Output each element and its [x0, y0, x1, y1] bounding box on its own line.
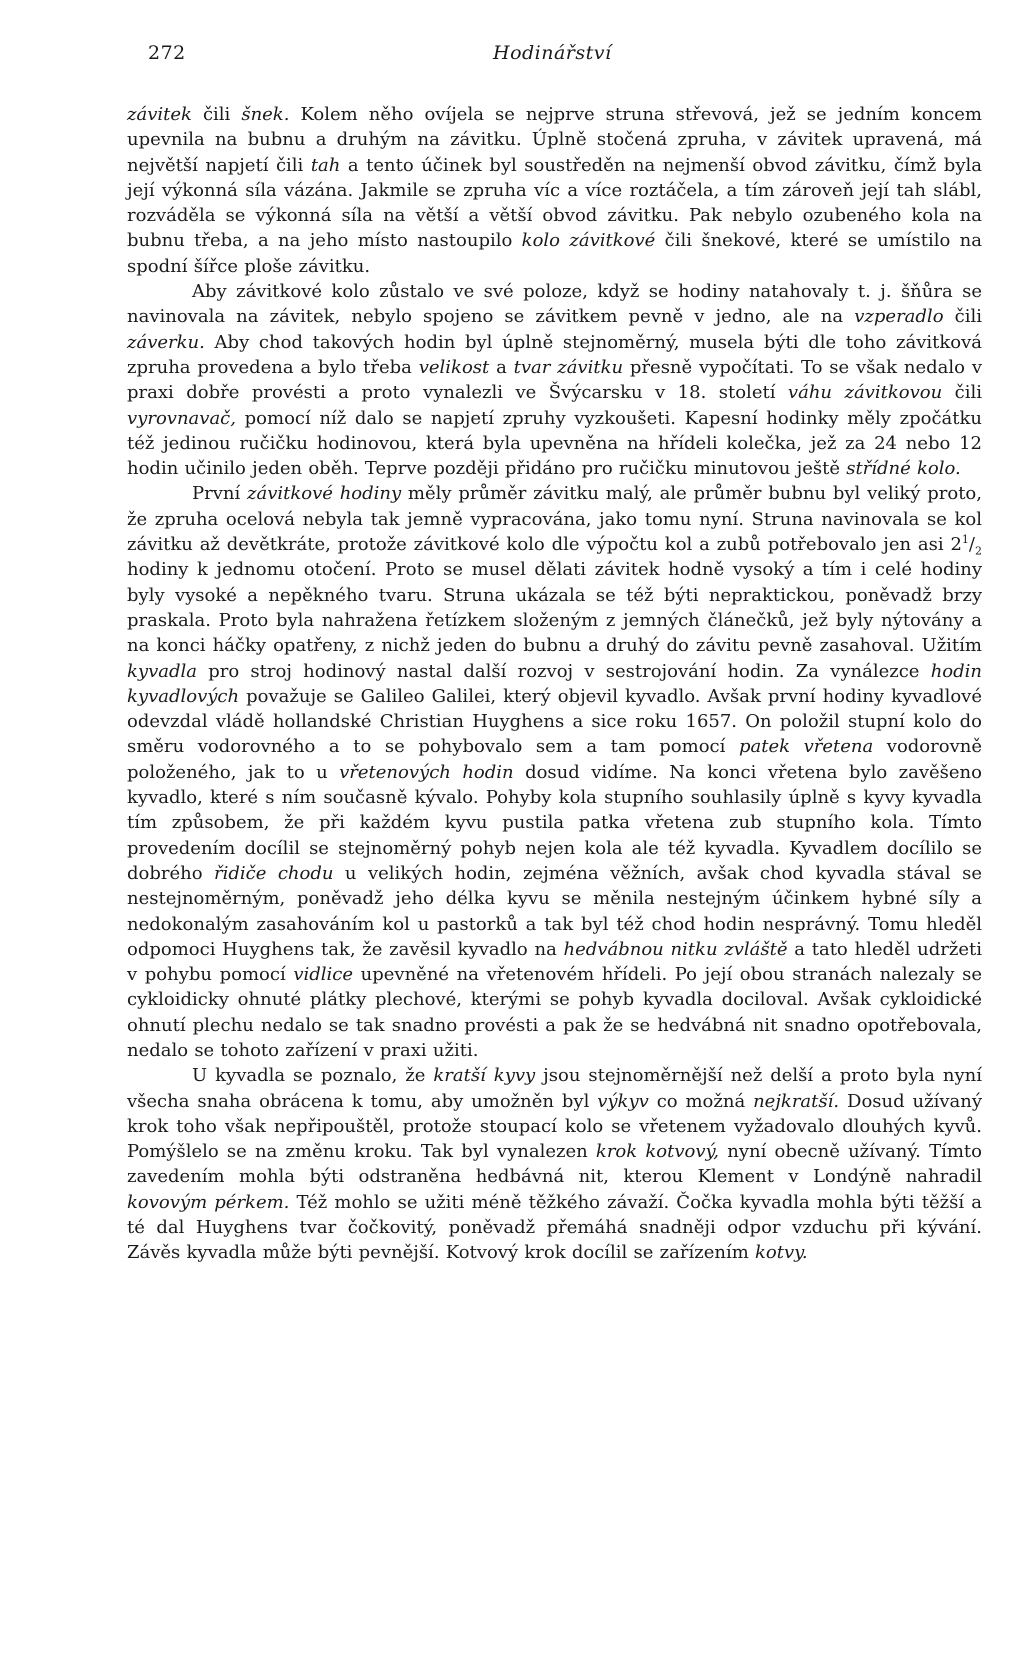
text-run: První — [192, 483, 247, 505]
emphasized-term: vyrovnavač, — [127, 407, 236, 429]
emphasized-term: kyvadla — [127, 660, 197, 682]
text-run: 1 — [961, 533, 969, 547]
emphasized-term: váhu závitkovou — [787, 382, 943, 404]
text-run: nyní obecně užívaný. Tímto zavedením mohla býti odstraněna hedbávná nit, kterou Klement v Londýně nahradil — [127, 1141, 982, 1188]
emphasized-term: kovovým pérkem. — [127, 1191, 290, 1213]
emphasized-term: šnek. — [241, 104, 290, 125]
text-run: Též mohlo se užiti méně těžkého závaží. Čočka kyvadla mohla býti těžší a té dal Huyghens tvar čočkovitý, poněvadž přemáhá snadněji odpor vzduchu při kývání. Závěs kyvadla může býti pevnější. Kotvový krok docílil se zařízením — [127, 1191, 982, 1264]
text-run: Dosud užívaný krok toho však nepřipouštěl, protože stoupací kolo se vřetenem vyžadovalo dlouhých kyvů. Pomýšlelo se na změnu kroku. Tak byl vynalezen — [127, 1090, 983, 1163]
text-run: čili — [191, 104, 242, 125]
emphasized-term: vřetenových hodin — [339, 761, 514, 783]
emphasized-term: tah — [310, 154, 341, 176]
text-run: čili šnekové, které se umístilo na spodní šířce ploše závitku. — [127, 230, 982, 277]
paragraph — [127, 481, 982, 1063]
text-run: co možná — [648, 1090, 754, 1112]
text-run: pomocí níž dalo se napjetí zpruhy vyzkoušeti. Kapesní hodinky měly zpočátku též jedinou ručičku hodinovou, která byla upevněna na hřídeli kolečka, jež za 24 nebo 12 hodin učinilo jeden oběh. Teprve později přidáno pro ručičku minutovou ještě — [127, 407, 982, 480]
text-run: U kyvadla se poznalo, že — [192, 1065, 434, 1087]
text-run: jsou stejnoměrnější než delší a proto byla nyní všecha snaha obrácena k tomu, aby umožněn byl — [127, 1065, 982, 1112]
emphasized-term: kolo závitkové — [521, 230, 656, 252]
text-run: čili — [942, 382, 982, 404]
paragraph — [127, 279, 982, 481]
text-run: dosud vidíme. Na konci vřetena bylo zavěšeno kyvadlo, které s ním současně kývalo. Pohyby kola stupního souhlasily úplně s kyvy kyvadla tím způsobem, že při každém kyvu pustila patka vřetena zub stupního kola. Tímto provedením docílil se stejnoměrný pohyb nejen kola ale též kyvadla. Kyvadlem docílilo se dobrého — [127, 761, 982, 884]
text-run: 2 — [975, 544, 982, 558]
text-run: upevněné na vřetenovém hřídeli. Po její obou stranách nalezaly se cykloidicky ohnuté plátky plechové, kterými se pohyb kyvadla dociloval. Avšak cykloidické ohnutí plechu nedalo se tak snadno provésti a pak že se hedvábná nit snadno opotřebovala, nedalo se tohoto zařízení v praxi užiti. — [127, 964, 982, 1061]
emphasized-term: nejkratší. — [753, 1090, 840, 1112]
page-number: 272 — [148, 42, 186, 64]
paragraph — [127, 1063, 982, 1265]
body-text — [127, 102, 982, 1266]
text-run: a tato hleděl udržeti v pohybu pomocí — [127, 938, 982, 986]
emphasized-term: vidlice — [293, 964, 354, 986]
running-title: Hodinářství — [493, 42, 612, 64]
text-run: Kolem něho ovíjela se nejprve struna střevová, jež se jedním koncem upevnila na bubnu a druhým na závitku. Úplně stočená zpruha, v závitek upravená, má největší napjetí čili — [127, 104, 982, 176]
text-run: přesně vypočítati. To se však nedalo v praxi dobře provésti a proto vynalezli ve Švýcarsku v 18. století — [127, 356, 982, 404]
emphasized-term: výkyv — [597, 1090, 649, 1112]
emphasized-term: velikost — [418, 356, 490, 378]
text-run: a tento účinek byl soustředěn na nejmenší obvod závitku, čímž byla její výkonná síla vázána. Jakmile se zpruha víc a více roztáčela, a tím zároveň její tah slábl, rozváděla se výkonná síla na větší a větší obvod závitku. Pak nebylo ozubeného kola na bubnu třeba, a na jeho místo nastoupilo — [127, 154, 982, 252]
text-run: Aby chod takových hodin byl úplně stejnoměrný, musela býti dle toho závitková zpruha provedena a bylo třeba — [127, 331, 982, 378]
text-run: pro stroj hodinový nastal další rozvoj v sestrojování hodin. Za vynálezce — [197, 660, 931, 682]
emphasized-term: závitkové hodiny — [247, 483, 402, 505]
running-head — [148, 42, 988, 72]
emphasized-term: vzperadlo — [854, 306, 944, 328]
text-run: hodiny k jednomu otočení. Proto se musel dělati závitek hodně vysoký a tím i celé hodiny byly vysoké a nepěkného tvaru. Struna ukázala se též býti nepraktickou, poněvadž brzy praskala. Proto byla nahražena řetízkem složeným z jemných článečků, jež byly nýtovány a na konci háčky opatřeny, z nichž jeden do bubnu a druhý do závitu pevně zasahoval. Užitím — [127, 559, 982, 657]
emphasized-term: závitek — [127, 104, 192, 125]
emphasized-term: tvar závitku — [513, 356, 624, 378]
paragraph — [127, 102, 982, 279]
text-run: a — [489, 356, 514, 378]
text-run: čili — [943, 306, 982, 328]
emphasized-term: záverku. — [127, 331, 205, 353]
text-run: / — [968, 534, 975, 556]
text-run: Aby závitkové kolo zůstalo ve své poloze, když se hodiny natahovaly t. j. šňůra se navinovala na závitek, nebylo spojeno se závitkem pevně v jedno, ale na — [127, 281, 982, 328]
emphasized-term: hodin kyvadlových — [127, 660, 982, 707]
text-run: u velikých hodin, zejména věžních, avšak chod kyvadla stával se nestejnoměrným, poněvadž jeho délka kyvu se měnila nestejným účinkem hybné síly a nedokonalým zasahováním kol u pastorků a tak byl též chod hodin nesprávný. Tomu hleděl odpomoci Huyghens tak, že zavěsil kyvadlo na — [127, 862, 982, 960]
emphasized-term: střídné kolo. — [846, 458, 961, 480]
emphasized-term: hedvábnou nitku zvláště — [563, 938, 788, 960]
emphasized-term: patek vřetena — [738, 736, 874, 758]
emphasized-term: kotvy. — [755, 1242, 808, 1264]
emphasized-term: kratší kyvy — [433, 1065, 536, 1087]
emphasized-term: krok kotvový, — [595, 1141, 720, 1163]
text-run: vodorovně položeného, jak to u — [127, 736, 982, 783]
emphasized-term: řidiče chodu — [214, 862, 334, 884]
text-run: měly průměr závitku malý, ale průměr bubnu byl veliký proto, že zpruha ocelová nebyla tak jemně vypracována, jako tomu nyní. Struna navinovala se kol závitku až devětkráte, protože závitkové kolo dle výpočtu kol a zubů potřebovalo jen asi 2 — [127, 483, 982, 556]
text-run: považuje se Galileo Galilei, který objevil kyvadlo. Avšak první hodiny kyvadlové odevzdal vládě hollandské Christian Huyghens a sice roku 1657. On položil stupní kolo do směru vodorovného a to se pohybovalo sem a tam pomocí — [127, 685, 982, 758]
